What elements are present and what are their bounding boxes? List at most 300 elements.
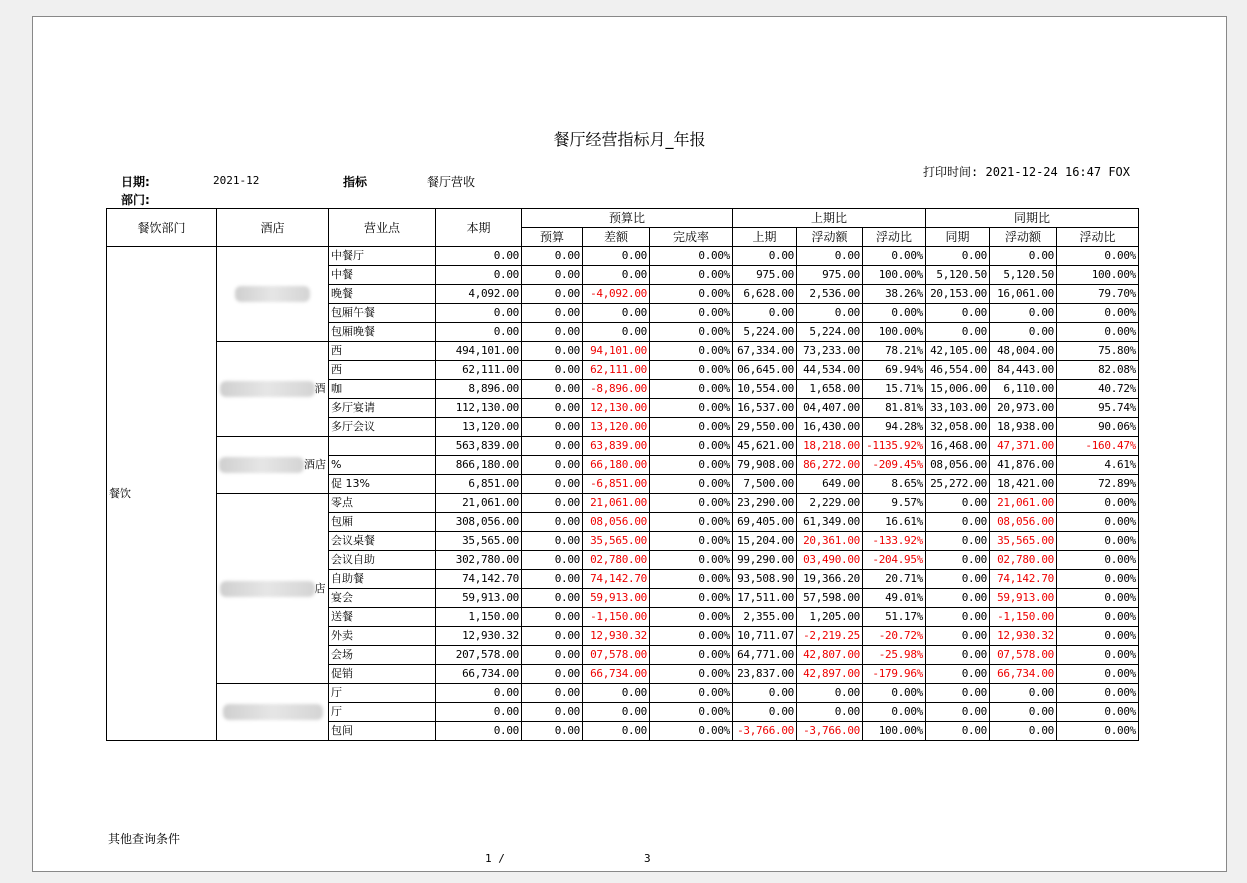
value-cell: 18,938.00: [990, 418, 1057, 437]
value-cell: 0.00%: [1057, 722, 1139, 741]
value-cell: 66,734.00: [436, 665, 522, 684]
value-cell: 8,896.00: [436, 380, 522, 399]
header-yoy-group: 同期比: [926, 209, 1139, 228]
report-body: [107, 247, 1139, 741]
value-cell: 44,534.00: [797, 361, 863, 380]
value-cell: 21,061.00: [583, 494, 650, 513]
value-cell: 0.00: [926, 608, 990, 627]
value-cell: 0.00: [522, 684, 583, 703]
point-cell: 西: [329, 342, 436, 361]
point-cell: 宴会: [329, 589, 436, 608]
value-cell: 0.00: [926, 684, 990, 703]
value-cell: 0.00: [522, 646, 583, 665]
hotel-suffix: 酒: [314, 382, 326, 395]
value-cell: 0.00: [990, 722, 1057, 741]
value-cell: 0.00%: [650, 646, 733, 665]
point-cell: 多厅宴请: [329, 399, 436, 418]
value-cell: 59,913.00: [990, 589, 1057, 608]
dept-cell: 餐饮: [107, 247, 217, 741]
value-cell: 0.00: [583, 684, 650, 703]
value-cell: 0.00: [522, 665, 583, 684]
value-cell: 73,233.00: [797, 342, 863, 361]
point-cell: 厅: [329, 684, 436, 703]
value-cell: 0.00: [436, 722, 522, 741]
hotel-cell: [217, 684, 329, 741]
value-cell: 0.00: [522, 342, 583, 361]
value-cell: 494,101.00: [436, 342, 522, 361]
value-cell: 48,004.00: [990, 342, 1057, 361]
value-cell: 42,105.00: [926, 342, 990, 361]
value-cell: 47,371.00: [990, 437, 1057, 456]
value-cell: 25,272.00: [926, 475, 990, 494]
value-cell: 0.00: [522, 247, 583, 266]
value-cell: 12,930.32: [436, 627, 522, 646]
value-cell: 02,780.00: [990, 551, 1057, 570]
hotel-suffix: 店: [314, 581, 326, 595]
value-cell: 0.00%: [1057, 570, 1139, 589]
point-cell: 西: [329, 361, 436, 380]
value-cell: -1135.92%: [863, 437, 926, 456]
value-cell: 0.00%: [1057, 608, 1139, 627]
value-cell: 0.00%: [650, 513, 733, 532]
point-cell: 外卖: [329, 627, 436, 646]
value-cell: 2,536.00: [797, 285, 863, 304]
value-cell: 74,142.70: [583, 570, 650, 589]
value-cell: 12,930.32: [990, 627, 1057, 646]
value-cell: 0.00: [436, 247, 522, 266]
value-cell: 0.00%: [650, 684, 733, 703]
value-cell: 0.00: [926, 494, 990, 513]
value-cell: 03,490.00: [797, 551, 863, 570]
value-cell: 0.00: [583, 247, 650, 266]
value-cell: 0.00: [990, 323, 1057, 342]
value-cell: 16,468.00: [926, 437, 990, 456]
value-cell: 0.00%: [1057, 532, 1139, 551]
value-cell: 0.00%: [650, 247, 733, 266]
value-cell: 0.00%: [650, 589, 733, 608]
value-cell: 02,780.00: [583, 551, 650, 570]
header-current: 本期: [436, 209, 522, 247]
value-cell: 1,658.00: [797, 380, 863, 399]
value-cell: 57,598.00: [797, 589, 863, 608]
value-cell: 0.00%: [650, 361, 733, 380]
point-cell: 包间: [329, 722, 436, 741]
value-cell: 64,771.00: [733, 646, 797, 665]
value-cell: 0.00: [797, 304, 863, 323]
value-cell: 0.00: [522, 532, 583, 551]
value-cell: 100.00%: [863, 323, 926, 342]
value-cell: -1,150.00: [990, 608, 1057, 627]
value-cell: 0.00: [926, 722, 990, 741]
value-cell: 42,807.00: [797, 646, 863, 665]
point-cell: [329, 437, 436, 456]
value-cell: 0.00: [522, 456, 583, 475]
value-cell: 0.00: [436, 304, 522, 323]
value-cell: 67,334.00: [733, 342, 797, 361]
value-cell: 0.00%: [1057, 551, 1139, 570]
value-cell: 94.28%: [863, 418, 926, 437]
point-cell: 晚餐: [329, 285, 436, 304]
value-cell: 45,621.00: [733, 437, 797, 456]
table-row: [107, 494, 1139, 513]
value-cell: 69,405.00: [733, 513, 797, 532]
value-cell: 0.00%: [1057, 323, 1139, 342]
value-cell: 35,565.00: [583, 532, 650, 551]
value-cell: 6,628.00: [733, 285, 797, 304]
value-cell: 0.00: [522, 627, 583, 646]
value-cell: 21,061.00: [436, 494, 522, 513]
value-cell: 41,876.00: [990, 456, 1057, 475]
value-cell: 16,537.00: [733, 399, 797, 418]
value-cell: -8,896.00: [583, 380, 650, 399]
value-cell: 308,056.00: [436, 513, 522, 532]
value-cell: 16,061.00: [990, 285, 1057, 304]
value-cell: 0.00: [926, 627, 990, 646]
value-cell: 0.00%: [1057, 684, 1139, 703]
value-cell: 0.00%: [650, 627, 733, 646]
redacted-hotel-name: [223, 704, 323, 720]
value-cell: 0.00%: [650, 551, 733, 570]
value-cell: -25.98%: [863, 646, 926, 665]
indicator-value: 餐厅营收: [427, 175, 476, 189]
table-row: [107, 684, 1139, 703]
value-cell: 0.00: [522, 380, 583, 399]
value-cell: 0.00%: [1057, 494, 1139, 513]
value-cell: 0.00%: [650, 570, 733, 589]
value-cell: 0.00: [436, 703, 522, 722]
value-cell: 975.00: [733, 266, 797, 285]
value-cell: 207,578.00: [436, 646, 522, 665]
value-cell: 94,101.00: [583, 342, 650, 361]
value-cell: 0.00%: [1057, 703, 1139, 722]
header-point: 营业点: [329, 209, 436, 247]
value-cell: 08,056.00: [926, 456, 990, 475]
value-cell: 0.00: [522, 703, 583, 722]
value-cell: 0.00: [990, 684, 1057, 703]
value-cell: 0.00%: [650, 456, 733, 475]
value-cell: 0.00: [522, 570, 583, 589]
header-float-amount: 浮动额: [797, 228, 863, 247]
value-cell: 0.00: [733, 703, 797, 722]
value-cell: 0.00%: [650, 266, 733, 285]
hotel-cell: [217, 437, 329, 494]
value-cell: 0.00%: [650, 342, 733, 361]
value-cell: 46,554.00: [926, 361, 990, 380]
value-cell: 51.17%: [863, 608, 926, 627]
value-cell: 563,839.00: [436, 437, 522, 456]
value-cell: 2,355.00: [733, 608, 797, 627]
value-cell: 0.00: [522, 266, 583, 285]
point-cell: 促销: [329, 665, 436, 684]
value-cell: 0.00: [926, 304, 990, 323]
header-float-ratio: 浮动比: [863, 228, 926, 247]
value-cell: 0.00: [797, 684, 863, 703]
header-float-ratio-yoy: 浮动比: [1057, 228, 1139, 247]
value-cell: 81.81%: [863, 399, 926, 418]
page-current: 1 /: [485, 852, 505, 865]
value-cell: 0.00: [522, 399, 583, 418]
value-cell: 93,508.90: [733, 570, 797, 589]
value-cell: 74,142.70: [990, 570, 1057, 589]
value-cell: 0.00: [926, 703, 990, 722]
hotel-cell: [217, 342, 329, 437]
value-cell: 07,578.00: [990, 646, 1057, 665]
value-cell: 69.94%: [863, 361, 926, 380]
value-cell: 20,361.00: [797, 532, 863, 551]
value-cell: 0.00: [583, 304, 650, 323]
value-cell: 5,120.50: [990, 266, 1057, 285]
value-cell: 08,056.00: [583, 513, 650, 532]
hotel-cell: [217, 494, 329, 684]
value-cell: 0.00: [926, 247, 990, 266]
value-cell: 0.00: [436, 266, 522, 285]
value-cell: 62,111.00: [436, 361, 522, 380]
point-cell: 会议桌餐: [329, 532, 436, 551]
value-cell: 0.00: [522, 418, 583, 437]
value-cell: 0.00%: [863, 247, 926, 266]
value-cell: 33,103.00: [926, 399, 990, 418]
value-cell: 0.00: [926, 323, 990, 342]
value-cell: 16,430.00: [797, 418, 863, 437]
value-cell: 0.00: [522, 722, 583, 741]
value-cell: 0.00%: [1057, 627, 1139, 646]
value-cell: 38.26%: [863, 285, 926, 304]
value-cell: 99,290.00: [733, 551, 797, 570]
value-cell: 0.00: [926, 589, 990, 608]
value-cell: 975.00: [797, 266, 863, 285]
value-cell: 0.00: [436, 323, 522, 342]
value-cell: 1,150.00: [436, 608, 522, 627]
table-row: [107, 437, 1139, 456]
value-cell: 82.08%: [1057, 361, 1139, 380]
header-prev-group: 上期比: [733, 209, 926, 228]
value-cell: 04,407.00: [797, 399, 863, 418]
value-cell: 0.00: [522, 304, 583, 323]
indicator-label: 指标: [343, 175, 368, 189]
value-cell: 0.00%: [650, 703, 733, 722]
value-cell: 0.00: [926, 532, 990, 551]
value-cell: 0.00: [436, 684, 522, 703]
value-cell: 866,180.00: [436, 456, 522, 475]
value-cell: 12,930.32: [583, 627, 650, 646]
value-cell: 0.00%: [1057, 646, 1139, 665]
value-cell: 5,224.00: [797, 323, 863, 342]
value-cell: 16.61%: [863, 513, 926, 532]
value-cell: 79,908.00: [733, 456, 797, 475]
point-cell: 中餐: [329, 266, 436, 285]
value-cell: 0.00: [522, 475, 583, 494]
value-cell: 07,578.00: [583, 646, 650, 665]
value-cell: 4,092.00: [436, 285, 522, 304]
value-cell: 0.00: [797, 247, 863, 266]
value-cell: 63,839.00: [583, 437, 650, 456]
value-cell: 10,711.07: [733, 627, 797, 646]
value-cell: 0.00%: [1057, 304, 1139, 323]
redacted-hotel-name: [220, 381, 315, 397]
value-cell: 0.00%: [650, 665, 733, 684]
header-prev: 上期: [733, 228, 797, 247]
value-cell: 9.57%: [863, 494, 926, 513]
value-cell: 0.00: [926, 665, 990, 684]
header-float-amount-yoy: 浮动额: [990, 228, 1057, 247]
redacted-hotel-name: [235, 286, 310, 302]
point-cell: 中餐厅: [329, 247, 436, 266]
value-cell: -133.92%: [863, 532, 926, 551]
value-cell: 0.00%: [863, 684, 926, 703]
value-cell: 95.74%: [1057, 399, 1139, 418]
value-cell: 10,554.00: [733, 380, 797, 399]
value-cell: 0.00%: [1057, 665, 1139, 684]
value-cell: 0.00%: [650, 323, 733, 342]
value-cell: 0.00: [583, 266, 650, 285]
value-cell: 78.21%: [863, 342, 926, 361]
point-cell: %: [329, 456, 436, 475]
value-cell: 0.00: [926, 551, 990, 570]
value-cell: 32,058.00: [926, 418, 990, 437]
value-cell: 0.00%: [650, 285, 733, 304]
header-hotel: 酒店: [217, 209, 329, 247]
value-cell: 100.00%: [863, 266, 926, 285]
value-cell: 302,780.00: [436, 551, 522, 570]
value-cell: 0.00: [926, 513, 990, 532]
value-cell: 66,734.00: [990, 665, 1057, 684]
value-cell: 61,349.00: [797, 513, 863, 532]
value-cell: 20,153.00: [926, 285, 990, 304]
value-cell: 29,550.00: [733, 418, 797, 437]
header-budget: 预算: [522, 228, 583, 247]
value-cell: 0.00%: [1057, 589, 1139, 608]
value-cell: 0.00: [522, 361, 583, 380]
value-cell: 0.00%: [863, 703, 926, 722]
value-cell: 0.00%: [650, 494, 733, 513]
value-cell: 20,973.00: [990, 399, 1057, 418]
value-cell: 40.72%: [1057, 380, 1139, 399]
value-cell: -209.45%: [863, 456, 926, 475]
value-cell: -204.95%: [863, 551, 926, 570]
point-cell: 自助餐: [329, 570, 436, 589]
date-value: 2021-12: [213, 174, 260, 187]
value-cell: 84,443.00: [990, 361, 1057, 380]
point-cell: 咖: [329, 380, 436, 399]
value-cell: 0.00: [522, 437, 583, 456]
value-cell: 5,120.50: [926, 266, 990, 285]
value-cell: 0.00%: [650, 475, 733, 494]
value-cell: 0.00: [522, 608, 583, 627]
report-page: [32, 16, 1227, 872]
page-total: 3: [644, 852, 651, 865]
value-cell: 15.71%: [863, 380, 926, 399]
value-cell: 100.00%: [1057, 266, 1139, 285]
value-cell: 06,645.00: [733, 361, 797, 380]
point-cell: 送餐: [329, 608, 436, 627]
value-cell: 0.00%: [1057, 247, 1139, 266]
value-cell: 6,851.00: [436, 475, 522, 494]
point-cell: 零点: [329, 494, 436, 513]
value-cell: 0.00%: [650, 532, 733, 551]
value-cell: 74,142.70: [436, 570, 522, 589]
value-cell: 0.00: [522, 494, 583, 513]
point-cell: 会议自助: [329, 551, 436, 570]
value-cell: 15,204.00: [733, 532, 797, 551]
value-cell: 0.00%: [650, 304, 733, 323]
value-cell: 649.00: [797, 475, 863, 494]
value-cell: 0.00%: [650, 380, 733, 399]
value-cell: -4,092.00: [583, 285, 650, 304]
value-cell: 0.00: [926, 570, 990, 589]
report-table: [106, 208, 1139, 741]
value-cell: 1,205.00: [797, 608, 863, 627]
value-cell: -20.72%: [863, 627, 926, 646]
value-cell: 13,120.00: [436, 418, 522, 437]
table-row: [107, 247, 1139, 266]
value-cell: 75.80%: [1057, 342, 1139, 361]
value-cell: 0.00: [522, 285, 583, 304]
value-cell: 66,734.00: [583, 665, 650, 684]
value-cell: 6,110.00: [990, 380, 1057, 399]
value-cell: 42,897.00: [797, 665, 863, 684]
value-cell: 21,061.00: [990, 494, 1057, 513]
dept-label: 部门:: [121, 193, 150, 207]
value-cell: 0.00: [522, 513, 583, 532]
value-cell: 0.00: [583, 323, 650, 342]
value-cell: 0.00: [990, 247, 1057, 266]
header-budget-group: 预算比: [522, 209, 733, 228]
value-cell: 2,229.00: [797, 494, 863, 513]
header-completion: 完成率: [650, 228, 733, 247]
value-cell: 18,218.00: [797, 437, 863, 456]
value-cell: 112,130.00: [436, 399, 522, 418]
value-cell: 0.00: [522, 551, 583, 570]
value-cell: 4.61%: [1057, 456, 1139, 475]
value-cell: 86,272.00: [797, 456, 863, 475]
value-cell: 5,224.00: [733, 323, 797, 342]
redacted-hotel-name: [220, 581, 315, 597]
value-cell: 0.00: [733, 247, 797, 266]
hotel-cell: [217, 247, 329, 342]
value-cell: 0.00%: [1057, 513, 1139, 532]
point-cell: 包厢晚餐: [329, 323, 436, 342]
value-cell: 0.00%: [650, 722, 733, 741]
value-cell: -6,851.00: [583, 475, 650, 494]
value-cell: 0.00: [990, 304, 1057, 323]
report-title: 餐厅经营指标月_年报: [553, 130, 706, 149]
value-cell: 62,111.00: [583, 361, 650, 380]
value-cell: 0.00: [797, 703, 863, 722]
point-cell: 厅: [329, 703, 436, 722]
value-cell: 08,056.00: [990, 513, 1057, 532]
value-cell: 13,120.00: [583, 418, 650, 437]
value-cell: 0.00%: [863, 304, 926, 323]
header-same-period: 同期: [926, 228, 990, 247]
value-cell: 100.00%: [863, 722, 926, 741]
value-cell: -179.96%: [863, 665, 926, 684]
value-cell: 0.00%: [650, 608, 733, 627]
value-cell: 0.00%: [650, 418, 733, 437]
value-cell: 72.89%: [1057, 475, 1139, 494]
point-cell: 多厅会议: [329, 418, 436, 437]
value-cell: 0.00: [990, 703, 1057, 722]
value-cell: 23,837.00: [733, 665, 797, 684]
value-cell: -3,766.00: [733, 722, 797, 741]
value-cell: 17,511.00: [733, 589, 797, 608]
value-cell: 0.00%: [650, 437, 733, 456]
value-cell: 0.00: [522, 323, 583, 342]
value-cell: 18,421.00: [990, 475, 1057, 494]
header-diff: 差额: [583, 228, 650, 247]
point-cell: 包厢午餐: [329, 304, 436, 323]
value-cell: 15,006.00: [926, 380, 990, 399]
value-cell: 59,913.00: [583, 589, 650, 608]
